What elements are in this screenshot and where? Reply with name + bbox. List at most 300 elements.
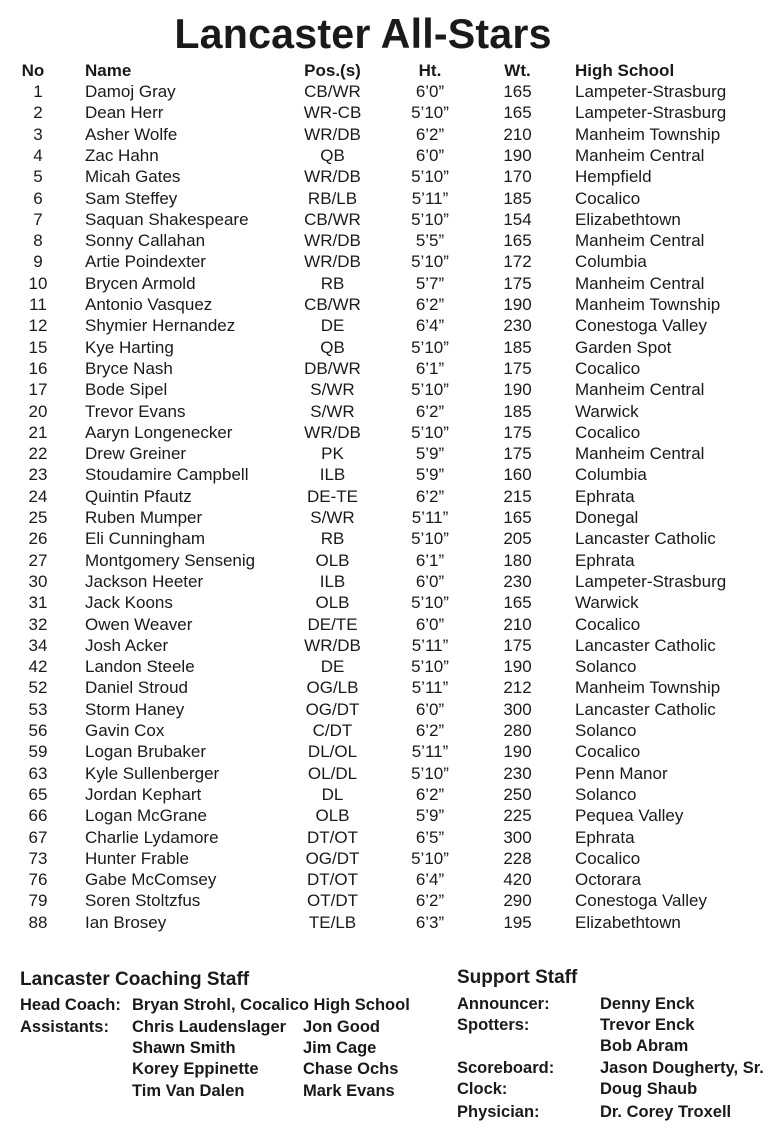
cell-no: 16 — [28, 358, 48, 378]
cell-name: Zac Hahn — [85, 145, 159, 165]
cell-no: 32 — [28, 614, 48, 634]
cell-no: 12 — [28, 316, 48, 336]
cell-high-school: Ephrata — [575, 827, 635, 847]
cell-high-school: Lampeter-Strasburg — [575, 103, 727, 123]
cell-no: 26 — [28, 529, 48, 549]
cell-no: 67 — [28, 827, 48, 847]
cell-height: 5’9” — [415, 806, 445, 826]
cell-positions: C/DT — [312, 721, 353, 740]
cell-height: 5’11” — [411, 742, 449, 762]
cell-no: 5 — [33, 167, 43, 187]
cell-positions: CB/WR — [304, 295, 361, 314]
cell-high-school: Lancaster Catholic — [575, 635, 716, 655]
cell-height: 5’11” — [411, 508, 449, 527]
cell-name: Brycen Armold — [85, 273, 196, 293]
cell-positions: WR/DB — [304, 635, 361, 655]
cell-name: Hunter Frable — [85, 848, 189, 868]
physician-label: Physician: — [457, 1103, 540, 1121]
cell-name: Josh Acker — [85, 635, 169, 655]
cell-height: 5’11” — [411, 188, 449, 208]
cell-weight: 195 — [503, 912, 532, 932]
cell-high-school: Cocalico — [575, 614, 641, 634]
cell-no: 42 — [28, 657, 48, 677]
cell-name: Ruben Mumper — [85, 508, 203, 527]
cell-name: Jack Koons — [85, 593, 173, 613]
cell-high-school: Cocalico — [575, 358, 641, 378]
cell-positions: RB — [320, 529, 345, 549]
cell-positions: WR/DB — [304, 252, 361, 272]
cell-weight: 165 — [503, 103, 532, 123]
cell-high-school: Hempfield — [575, 167, 652, 187]
cell-no: 24 — [28, 486, 48, 506]
cell-positions: OLB — [315, 550, 350, 570]
cell-no: 3 — [33, 124, 43, 144]
header-name: Name — [85, 61, 132, 80]
cell-high-school: Lancaster Catholic — [575, 529, 716, 549]
cell-weight: 165 — [503, 82, 532, 101]
cell-positions: QB — [320, 145, 345, 165]
cell-height: 6’2” — [415, 401, 445, 421]
header-no: No — [21, 61, 45, 80]
cell-high-school: Cocalico — [575, 742, 641, 762]
clock-value: Doug Shaub — [600, 1080, 698, 1098]
cell-name: Trevor Evans — [85, 401, 186, 421]
cell-no: 22 — [28, 444, 48, 464]
table-row — [0, 741, 776, 762]
header-weight: Wt. — [504, 61, 531, 80]
cell-positions: WR/DB — [304, 124, 361, 144]
cell-height: 5’10” — [411, 593, 449, 613]
cell-height: 6’0” — [415, 571, 445, 591]
cell-high-school: Ephrata — [575, 550, 635, 570]
cell-name: Saquan Shakespeare — [85, 209, 249, 229]
table-row — [0, 294, 776, 315]
cell-no: 27 — [28, 550, 48, 570]
table-row — [0, 550, 776, 571]
cell-no: 11 — [29, 295, 47, 314]
cell-weight: 180 — [503, 550, 532, 570]
cell-positions: DT/OT — [307, 870, 358, 890]
cell-height: 6’0” — [415, 614, 445, 634]
cell-weight: 185 — [503, 188, 532, 208]
cell-name: Jordan Kephart — [85, 784, 202, 804]
cell-name: Gavin Cox — [85, 721, 165, 740]
cell-height: 6’0” — [415, 82, 445, 101]
cell-name: Damoj Gray — [85, 82, 176, 101]
cell-height: 6’0” — [415, 699, 445, 719]
cell-height: 5’10” — [411, 167, 449, 187]
cell-weight: 190 — [503, 380, 532, 400]
cell-positions: ILB — [319, 465, 346, 485]
cell-no: 23 — [28, 465, 48, 485]
table-row — [0, 592, 776, 613]
cell-high-school: Manheim Central — [575, 444, 705, 464]
cell-height: 6’1” — [415, 550, 445, 570]
cell-positions: DE/TE — [307, 614, 358, 634]
cell-high-school: Manheim Central — [575, 231, 705, 251]
cell-name: Micah Gates — [85, 167, 181, 187]
cell-name: Bode Sipel — [85, 380, 168, 400]
cell-name: Logan McGrane — [85, 806, 207, 826]
cell-no: 17 — [28, 380, 48, 400]
cell-weight: 165 — [503, 231, 532, 251]
cell-positions: PK — [321, 444, 344, 464]
cell-name: Gabe McComsey — [85, 870, 217, 890]
cell-no: 56 — [28, 721, 48, 740]
cell-high-school: Manheim Township — [575, 124, 721, 144]
cell-name: Storm Haney — [85, 699, 185, 719]
table-row — [0, 145, 776, 166]
cell-positions: DB/WR — [304, 358, 361, 378]
cell-weight: 175 — [503, 444, 532, 464]
clock-label: Clock: — [457, 1080, 508, 1098]
assistant-coach: Jon Good — [303, 1018, 380, 1036]
cell-high-school: Conestoga Valley — [575, 891, 707, 911]
table-row — [0, 102, 776, 123]
cell-positions: S/WR — [310, 401, 355, 421]
cell-name: Antonio Vasquez — [85, 295, 213, 314]
table-row — [0, 337, 776, 358]
cell-high-school: Columbia — [575, 252, 647, 272]
cell-name: Kyle Sullenberger — [85, 763, 220, 783]
cell-no: 25 — [28, 508, 48, 527]
cell-height: 6’2” — [415, 784, 445, 804]
cell-high-school: Manheim Township — [575, 678, 721, 698]
cell-high-school: Octorara — [575, 870, 642, 890]
cell-high-school: Solanco — [575, 721, 637, 740]
cell-weight: 300 — [503, 699, 532, 719]
cell-high-school: Lampeter-Strasburg — [575, 82, 727, 101]
roster-table — [0, 81, 776, 941]
cell-height: 5’10” — [411, 763, 449, 783]
table-row — [0, 848, 776, 869]
cell-weight: 228 — [503, 848, 532, 868]
spotter-value: Trevor Enck — [600, 1016, 695, 1034]
cell-height: 5’10” — [411, 657, 449, 677]
cell-name: Kye Harting — [85, 337, 174, 357]
cell-high-school: Elizabethtown — [575, 912, 681, 932]
cell-height: 5’10” — [411, 209, 449, 229]
table-row — [0, 528, 776, 549]
cell-positions: DT/OT — [307, 827, 358, 847]
cell-weight: 190 — [503, 657, 532, 677]
cell-high-school: Ephrata — [575, 486, 635, 506]
table-row — [0, 805, 776, 826]
cell-weight: 230 — [503, 571, 532, 591]
cell-no: 10 — [28, 273, 48, 293]
table-row — [0, 230, 776, 251]
cell-positions: WR-CB — [303, 103, 362, 123]
cell-high-school: Manheim Township — [575, 295, 721, 314]
cell-weight: 185 — [503, 401, 532, 421]
cell-positions: WR/DB — [304, 422, 361, 442]
table-row — [0, 251, 776, 272]
cell-name: Drew Greiner — [85, 444, 187, 464]
table-row — [0, 443, 776, 464]
cell-height: 5’10” — [411, 103, 449, 123]
cell-positions: DE — [320, 316, 345, 336]
table-row — [0, 763, 776, 784]
cell-name: Logan Brubaker — [85, 742, 206, 762]
cell-high-school: Manheim Central — [575, 380, 705, 400]
cell-high-school: Donegal — [575, 508, 639, 527]
cell-no: 79 — [28, 891, 48, 911]
cell-high-school: Manheim Central — [575, 145, 705, 165]
cell-no: 65 — [28, 784, 48, 804]
cell-positions: S/WR — [310, 508, 355, 527]
cell-name: Shymier Hernandez — [85, 316, 236, 336]
cell-name: Daniel Stroud — [85, 678, 189, 698]
cell-high-school: Columbia — [575, 465, 647, 485]
cell-name: Landon Steele — [85, 657, 195, 677]
spotter-value: Bob Abram — [600, 1037, 689, 1055]
cell-weight: 175 — [503, 273, 532, 293]
cell-weight: 280 — [503, 721, 532, 740]
cell-name: Asher Wolfe — [85, 124, 178, 144]
cell-positions: DE-TE — [307, 486, 358, 506]
cell-no: 9 — [33, 252, 43, 272]
cell-positions: OL/DL — [307, 763, 358, 783]
table-row — [0, 614, 776, 635]
assistant-coach: Mark Evans — [303, 1082, 395, 1100]
cell-positions: OT/DT — [307, 891, 358, 911]
coaching-staff-heading: Lancaster Coaching Staff — [20, 969, 250, 990]
cell-height: 6’5” — [415, 827, 445, 847]
cell-height: 5’10” — [411, 337, 449, 357]
assistants-label: Assistants: — [20, 1018, 109, 1036]
cell-high-school: Warwick — [575, 593, 639, 613]
table-row — [0, 81, 776, 102]
cell-weight: 420 — [503, 870, 532, 890]
cell-positions: CB/WR — [304, 82, 361, 101]
cell-no: 4 — [33, 145, 43, 165]
cell-height: 6’0” — [415, 145, 445, 165]
cell-weight: 190 — [503, 742, 532, 762]
cell-name: Aaryn Longenecker — [85, 422, 233, 442]
table-row — [0, 358, 776, 379]
table-row — [0, 188, 776, 209]
assistant-coach: Jim Cage — [303, 1039, 377, 1057]
cell-height: 6’2” — [415, 721, 445, 740]
header-height: Ht. — [418, 61, 442, 80]
cell-no: 73 — [28, 848, 48, 868]
physician-value: Dr. Corey Troxell — [600, 1103, 732, 1121]
cell-weight: 215 — [503, 486, 532, 506]
cell-weight: 230 — [503, 316, 532, 336]
cell-name: Jackson Heeter — [85, 571, 204, 591]
cell-no: 30 — [28, 571, 48, 591]
cell-high-school: Manheim Central — [575, 273, 705, 293]
head-coach-label: Head Coach: — [20, 996, 121, 1014]
table-row — [0, 273, 776, 294]
table-row — [0, 315, 776, 336]
table-row — [0, 166, 776, 187]
cell-height: 6’4” — [415, 870, 445, 890]
cell-no: 15 — [28, 337, 48, 357]
table-row — [0, 827, 776, 848]
cell-no: 7 — [33, 209, 43, 229]
cell-weight: 165 — [503, 508, 532, 527]
head-coach-value: Bryan Strohl, Cocalico High School — [132, 996, 410, 1014]
cell-height: 5’11” — [411, 678, 449, 698]
table-row — [0, 401, 776, 422]
cell-height: 5’10” — [411, 848, 449, 868]
cell-weight: 190 — [503, 145, 532, 165]
cell-positions: CB/WR — [304, 209, 361, 229]
cell-no: 8 — [33, 231, 43, 251]
cell-height: 6’4” — [415, 316, 445, 336]
table-row — [0, 507, 776, 528]
cell-name: Charlie Lydamore — [85, 827, 219, 847]
assistant-coach: Shawn Smith — [132, 1039, 236, 1057]
cell-weight: 212 — [503, 678, 532, 698]
cell-positions: DL/OL — [307, 742, 358, 762]
cell-name: Montgomery Sensenig — [85, 550, 256, 570]
cell-no: 59 — [28, 742, 48, 762]
cell-high-school: Conestoga Valley — [575, 316, 707, 336]
cell-positions: WR/DB — [304, 231, 361, 251]
cell-positions: TE/LB — [308, 912, 357, 932]
cell-weight: 205 — [503, 529, 532, 549]
cell-no: 34 — [28, 635, 48, 655]
cell-weight: 210 — [503, 614, 532, 634]
cell-positions: RB/LB — [307, 188, 358, 208]
cell-high-school: Lancaster Catholic — [575, 699, 716, 719]
cell-height: 5’9” — [415, 465, 445, 485]
cell-positions: DE — [320, 657, 345, 677]
cell-no: 66 — [28, 806, 48, 826]
cell-weight: 175 — [503, 635, 532, 655]
cell-weight: 250 — [503, 784, 532, 804]
cell-high-school: Pequea Valley — [575, 806, 684, 826]
cell-weight: 154 — [503, 209, 532, 229]
table-row — [0, 635, 776, 656]
cell-height: 5’10” — [411, 252, 449, 272]
cell-weight: 165 — [503, 593, 532, 613]
cell-height: 6’2” — [415, 891, 445, 911]
assistant-coach: Chase Ochs — [303, 1060, 399, 1078]
table-row — [0, 912, 776, 933]
cell-weight: 172 — [503, 252, 532, 272]
cell-weight: 160 — [503, 465, 532, 485]
table-row — [0, 784, 776, 805]
cell-name: Artie Poindexter — [85, 252, 206, 272]
cell-name: Dean Herr — [85, 103, 164, 123]
header-positions: Pos.(s) — [304, 61, 361, 80]
cell-height: 6’2” — [415, 295, 445, 314]
cell-name: Soren Stoltzfus — [85, 891, 201, 911]
cell-positions: DL — [321, 784, 344, 804]
cell-height: 5’5” — [415, 231, 445, 251]
table-row — [0, 486, 776, 507]
table-row — [0, 464, 776, 485]
cell-height: 6’1” — [415, 358, 445, 378]
cell-weight: 175 — [503, 422, 532, 442]
assistant-coach: Tim Van Dalen — [132, 1082, 245, 1100]
cell-name: Owen Weaver — [85, 614, 193, 634]
cell-name: Stoudamire Campbell — [85, 465, 249, 485]
scoreboard-value: Jason Dougherty, Sr. — [600, 1059, 764, 1077]
cell-high-school: Solanco — [575, 657, 637, 677]
cell-positions: OLB — [315, 593, 350, 613]
cell-high-school: Solanco — [575, 784, 637, 804]
cell-name: Bryce Nash — [85, 358, 173, 378]
cell-positions: QB — [320, 337, 345, 357]
cell-no: 52 — [28, 678, 48, 698]
cell-weight: 210 — [503, 124, 532, 144]
cell-positions: S/WR — [310, 380, 355, 400]
cell-name: Sam Steffey — [85, 188, 178, 208]
cell-weight: 290 — [503, 891, 532, 911]
cell-height: 5’7” — [415, 273, 445, 293]
assistant-coach: Chris Laudenslager — [132, 1018, 287, 1036]
cell-weight: 225 — [503, 806, 532, 826]
cell-weight: 175 — [503, 358, 532, 378]
cell-weight: 170 — [503, 167, 532, 187]
cell-high-school: Warwick — [575, 401, 639, 421]
cell-height: 5’10” — [411, 529, 449, 549]
cell-positions: OG/DT — [305, 848, 360, 868]
cell-high-school: Cocalico — [575, 422, 641, 442]
cell-no: 20 — [28, 401, 48, 421]
table-row — [0, 890, 776, 911]
cell-height: 5’10” — [411, 422, 449, 442]
cell-weight: 300 — [503, 827, 532, 847]
announcer-label: Announcer: — [457, 995, 550, 1013]
cell-no: 63 — [28, 763, 48, 783]
cell-high-school: Cocalico — [575, 848, 641, 868]
cell-high-school: Penn Manor — [575, 763, 668, 783]
assistant-coach: Korey Eppinette — [132, 1060, 259, 1078]
cell-name: Sonny Callahan — [85, 231, 206, 251]
table-row — [0, 379, 776, 400]
cell-name: Eli Cunningham — [85, 529, 206, 549]
cell-high-school: Elizabethtown — [575, 209, 681, 229]
table-row — [0, 209, 776, 230]
cell-no: 21 — [28, 422, 48, 442]
support-staff-heading: Support Staff — [457, 967, 578, 988]
table-row — [0, 422, 776, 443]
table-header — [0, 60, 776, 81]
spotters-label: Spotters: — [457, 1016, 530, 1034]
cell-positions: OLB — [315, 806, 350, 826]
cell-high-school: Garden Spot — [575, 337, 672, 357]
table-row — [0, 699, 776, 720]
cell-weight: 185 — [503, 337, 532, 357]
cell-height: 5’10” — [411, 380, 449, 400]
cell-no: 76 — [28, 870, 48, 890]
cell-height: 5’9” — [415, 444, 445, 464]
cell-height: 6’3” — [415, 912, 445, 932]
cell-positions: OG/LB — [306, 678, 359, 698]
cell-no: 6 — [33, 188, 43, 208]
cell-high-school: Cocalico — [575, 188, 641, 208]
cell-positions: OG/DT — [305, 699, 360, 719]
table-row — [0, 124, 776, 145]
cell-no: 2 — [33, 103, 43, 123]
cell-positions: ILB — [319, 571, 346, 591]
cell-no: 31 — [28, 593, 48, 613]
cell-no: 1 — [33, 82, 43, 101]
cell-no: 53 — [28, 699, 48, 719]
cell-height: 5’11” — [411, 635, 449, 655]
cell-high-school: Lampeter-Strasburg — [575, 571, 727, 591]
table-row — [0, 869, 776, 890]
scoreboard-label: Scoreboard: — [457, 1059, 555, 1077]
cell-positions: WR/DB — [304, 167, 361, 187]
table-row — [0, 571, 776, 592]
table-row — [0, 677, 776, 698]
